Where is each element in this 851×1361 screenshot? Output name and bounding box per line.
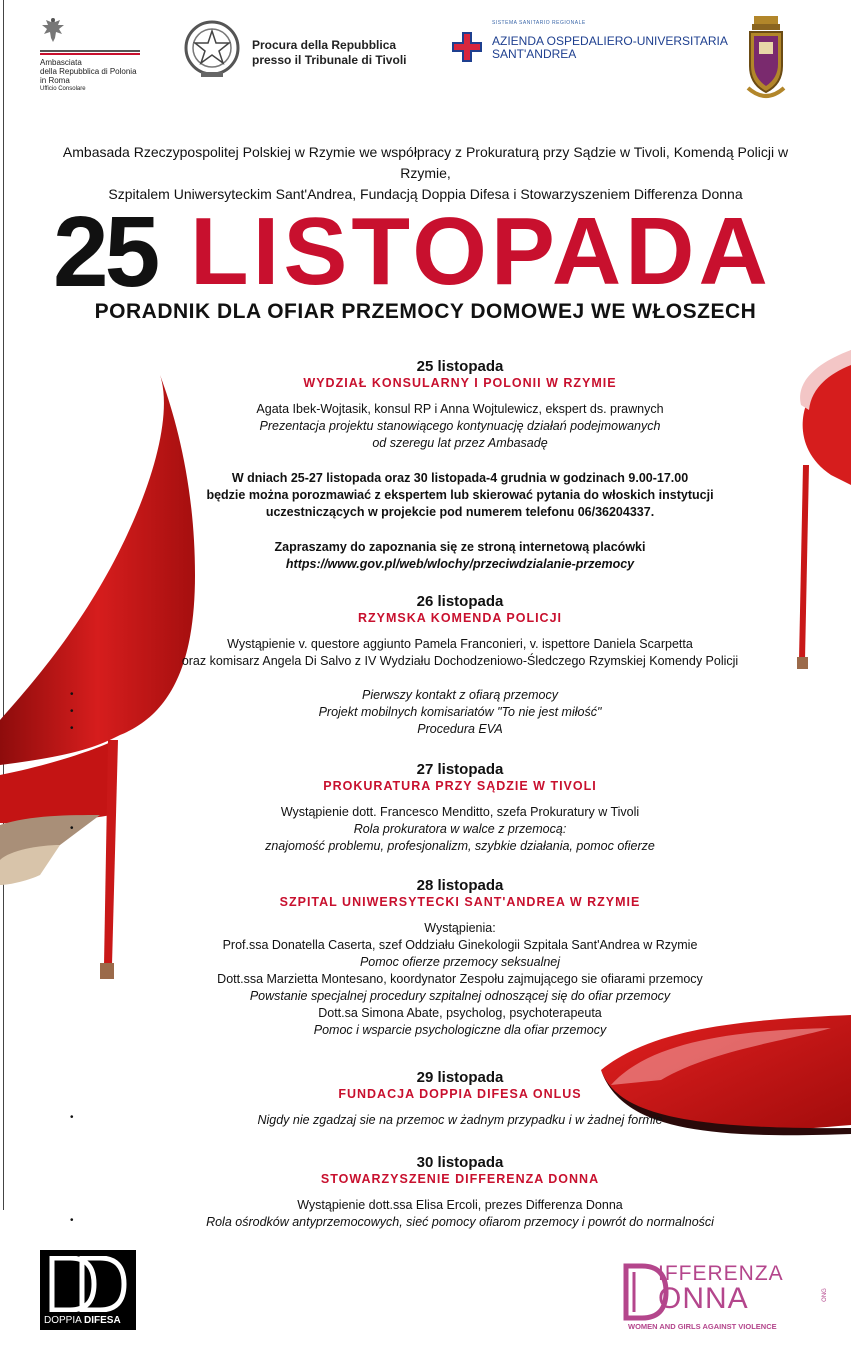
section-date: 27 listopada (416, 761, 504, 778)
procura-line2: presso il Tribunale di Tivoli (252, 53, 407, 67)
section-info-line1: W dniach 25-27 listopada oraz 30 listopada-4 grudnia w godzinach 9.00-17.00 (231, 471, 689, 485)
azienda-text (492, 35, 728, 61)
section-presentation-line1: Prezentacja projektu stanowiącego kontynuację działań podejmowanych (259, 419, 661, 433)
procura-line1: Procura della Repubblica (252, 38, 397, 52)
section-item: Pierwszy kontakt z ofiarą przemocy (362, 688, 558, 702)
differenza-donna-logo (622, 1262, 827, 1334)
section-item: znajomość problemu, profesjonalizm, szybkie działania, pomoc ofierze (265, 839, 655, 853)
section-item: Procedura EVA (417, 722, 503, 736)
section-date: 28 listopada (416, 877, 504, 894)
ambasciata-line1: Ambasciata (40, 58, 82, 67)
section-item: Rola prokuratora w walce z przemocą: (353, 822, 567, 836)
ambasciata-logo (40, 16, 150, 100)
ambasciata-text (40, 58, 150, 94)
spacer (130, 452, 790, 470)
section-info-line2: będzie można porozmawiać z ekspertem lub skierować pytania do włoskich instytucji (206, 488, 714, 502)
ambasciata-line2: della Repubblica di Polonia (40, 67, 137, 76)
bullet-marker: • (70, 1112, 74, 1123)
section-speakers-line1: Wystąpienie v. questore aggiunto Pamela Franconieri, v. ispettore Daniela Scarpetta (227, 637, 693, 651)
section-info-line3: uczestniczących w projekcie pod numerem telefonu 06/36204337. (265, 505, 655, 519)
double-d-icon (48, 1256, 128, 1312)
section-speaker: Prof.ssa Donatella Caserta, szef Oddziału Ginekologii Szpitala Sant'Andrea w Rzymie (222, 938, 698, 952)
section-speakers: Wystąpienie dott.ssa Elisa Ercoli, prezes Differenza Donna (297, 1198, 623, 1212)
procura-text (252, 38, 432, 68)
section-item: Rola ośrodków antyprzemocowych, sieć pomocy ofiarom przemocy i powrót do normalności (206, 1215, 714, 1229)
spacer (130, 910, 790, 920)
section-intro: Wystąpienia: (424, 921, 496, 935)
section-28-listopada (130, 877, 790, 1039)
intro-line2: Szpitalem Uniwersyteckim Sant'Andrea, Fundacją Doppia Difesa i Stowarzyszeniem Differenza Donna (108, 186, 743, 202)
spacer (130, 1102, 790, 1112)
section-topic: Pomoc i wsparcie psychologiczne dla ofiar przemocy (313, 1023, 607, 1037)
section-speakers: Agata Ibek-Wojtasik, konsul RP i Anna Wojtulewicz, ekspert ds. prawnych (256, 402, 664, 416)
polish-eagle-icon (40, 16, 66, 44)
difesa-word: DIFESA (84, 1315, 121, 1326)
bullet-marker: • (70, 723, 74, 734)
ambasciata-rule (40, 50, 140, 52)
spacer (130, 391, 790, 401)
ambasciata-line3: in Roma (40, 76, 70, 85)
differenza-ong: ONG (821, 1288, 828, 1302)
section-29-listopada (130, 1069, 790, 1129)
section-item: Nigdy nie zgadzaj sie na przemoc w żadnym przypadku i w żadnej formie (257, 1113, 663, 1127)
section-speaker: Dott.ssa Marzietta Montesano, koordynator Zespołu zajmującego sie ofiarami przemocy (217, 972, 703, 986)
section-topic: Pomoc ofierze przemocy seksualnej (359, 955, 561, 969)
doppia-difesa-text (44, 1315, 121, 1326)
title-word: LISTOPADA (190, 198, 772, 305)
section-title: STOWARZYSZENIE DIFFERENZA DONNA (320, 1172, 600, 1186)
section-date: 30 listopada (416, 1154, 504, 1171)
section-web-line1: Zapraszamy do zapoznania się ze stroną internetową placówki (274, 540, 646, 554)
bullet-marker: • (70, 1215, 74, 1226)
section-title: RZYMSKA KOMENDA POLICJI (357, 611, 563, 625)
section-26-listopada (120, 593, 800, 738)
section-title: FUNDACJA DOPPIA DIFESA ONLUS (338, 1087, 582, 1101)
differenza-line1: IFFERENZA (658, 1262, 784, 1285)
red-shoe-right-illustration (791, 345, 851, 675)
section-30-listopada (110, 1154, 810, 1231)
section-speaker: Dott.sa Simona Abate, psycholog, psychoterapeuta (318, 1006, 602, 1020)
embassy-web-link[interactable]: https://www.gov.pl/web/wlochy/przeciwdzialanie-przemocy (285, 557, 635, 571)
doppia-word: DOPPIA (44, 1315, 82, 1326)
bullet-marker: • (70, 689, 74, 700)
ambasciata-rule-red (40, 53, 140, 55)
azienda-line1: AZIENDA OSPEDALIERO-UNIVERSITARIA (492, 34, 728, 48)
section-speakers-line2: oraz komisarz Angela Di Salvo z IV Wydziału Dochodzeniowo-Śledczego Rzymskiej Komendy Policji (181, 654, 739, 668)
doppia-difesa-logo (40, 1250, 136, 1330)
azienda-logo (452, 20, 732, 70)
spacer (120, 670, 800, 687)
ambasciata-line4: Ufficio Consolare (40, 86, 86, 92)
section-date: 29 listopada (416, 1069, 504, 1086)
spacer (110, 1187, 810, 1197)
spacer (120, 626, 800, 636)
spacer (130, 794, 790, 804)
section-date: 26 listopada (416, 593, 504, 610)
section-presentation-line2: od szeregu lat przez Ambasadę (372, 436, 548, 450)
polizia-crest-icon (746, 14, 786, 100)
spacer (130, 521, 790, 539)
section-speakers: Wystąpienie dott. Francesco Menditto, szefa Prokuratury w Tivoli (280, 805, 640, 819)
section-title: PROKURATURA PRZY SĄDZIE W TIVOLI (323, 779, 597, 793)
title-number: 25 (53, 196, 157, 308)
azienda-line2: SANT'ANDREA (492, 47, 577, 61)
section-topic: Powstanie specjalnej procedury szpitalnej odnoszącej się do ofiar przemocy (249, 989, 671, 1003)
differenza-line2: ONNA (658, 1282, 749, 1315)
section-25-listopada (130, 358, 790, 573)
section-item: Projekt mobilnych komisariatów "To nie jest miłość" (318, 705, 602, 719)
section-27-listopada (130, 761, 790, 855)
red-cross-icon (452, 32, 482, 62)
italian-republic-emblem-icon (183, 18, 241, 80)
differenza-tagline: WOMEN AND GIRLS AGAINST VIOLENCE (628, 1322, 777, 1331)
page-subtitle: PORADNIK DLA OFIAR PRZEMOCY DOMOWEJ WE WŁOSZECH (94, 300, 757, 323)
bullet-marker: • (70, 706, 74, 717)
section-title: SZPITAL UNIWERSYTECKI SANT'ANDREA W RZYMIE (279, 895, 641, 909)
section-date: 25 listopada (416, 358, 504, 375)
azienda-small-text: SISTEMA SANITARIO REGIONALE (492, 20, 586, 26)
intro-line1: Ambasada Rzeczypospolitej Polskiej w Rzymie we współpracy z Prokuraturą przy Sądzie w Tivoli, Komendą Policji w Rzymie, (62, 144, 789, 181)
section-title: WYDZIAŁ KONSULARNY I POLONII W RZYMIE (303, 376, 617, 390)
bullet-marker: • (70, 823, 74, 834)
